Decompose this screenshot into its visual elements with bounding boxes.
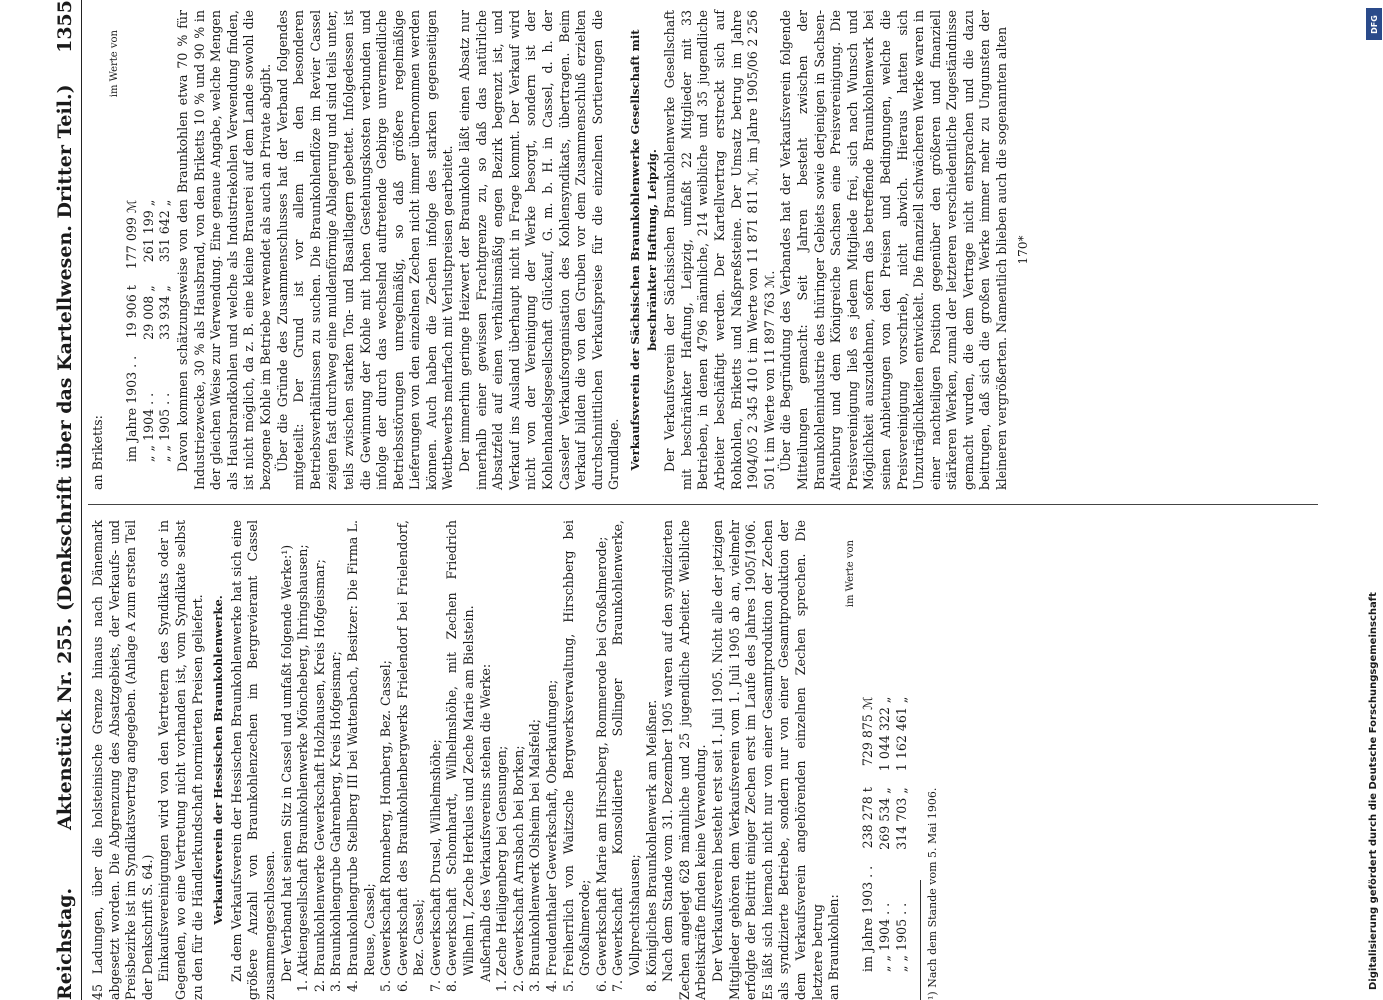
section-heading: Verkaufsverein der Hessischen Braunkohlenwerke. (211, 595, 226, 925)
paragraph: Der Verkaufsverein besteht erst seit 1. Juli 1905. Nicht alle der jetzigen Mitglieder gehören dem Verkaufsverein vom 1. Juli 1905 ab an, vielmehr erfolgte der Beitritt einiger Zechen erst im Laufe des Jahres 1905/1906. Es läßt sich hiernach nicht nur von einer Gesamtproduktion der Zechen als syndizierte Betriebe, sondern nur von einer Gesamtproduktion der dem Verkaufsverein angehörenden einzelnen Zechen sprechen. Die letztere betrug (709, 520, 825, 1000)
table-cell: 729 875 ℳ (860, 696, 876, 767)
table-cell: „ „ 1904 . . (140, 392, 156, 462)
paragraph: 45 Ladungen, über die holsteinische Grenze hinaus nach Dänemark abgesetzt worden. Die Abgrenzung des Absatzgebiets, der Verkaufs- und Preisbezirke ist im Syndikatsvertrag angegeben. (Anlage A zum ersten Teil der Denkschrift S. 64.) (90, 520, 155, 1000)
table-row (141, 192, 158, 470)
page-header (50, 0, 80, 1000)
briquette-production-table (124, 192, 174, 470)
outsider-list (494, 520, 660, 1000)
rotated-document-sheet (50, 0, 1350, 1000)
table-cell: im Jahre 1903 . . (860, 865, 876, 972)
footnote: ¹) Nach dem Stande vom 5. Mai 1906. (926, 787, 940, 1000)
list-item: 7. Gewerkschaft Drusel, Wilhelmshöhe; (428, 520, 445, 976)
paragraph: Über die Gründe des Zusammenschlusses hat der Verband folgendes mitgeteilt: Der Grund ist vor allem in den besonderen Betriebsverhältnissen zu suchen. Die Braunkohlenflöze im Revier Cassel zeigen fast durchweg eine muldenförmige Ablagerung und sind teils unter, teils zwischen starken Ton- und Basaltlagern gebettet. Infolgedessen ist die Gewinnung der Kohle mit hohen Gestehungskosten verbunden und infolge der durch das wechselnd auftretende Gebirge unvermeidliche Betriebsstörungen unregelmäßig, so daß größere regelmäßige Lieferungen von den einzelnen Zechen nicht immer übernommen werden können. Auch haben die Zechen infolge des starken gegenseitigen Wettbewerbs mehrfach mit Verlustpreisen gearbeitet. (274, 10, 456, 490)
paragraph: Der Verkaufsverein der Sächsischen Braunkohlenwerke Gesellschaft mit beschränkter Haftung, Leipzig, umfaßt 22 Mitglieder mit 33 Betrieben, in denen 4796 männliche, 214 weibliche und 35 jugendliche Arbeiter beschäftigt werden. Der Kartellvertrag erstreckt sich auf Rohkohlen, Briketts und Naßpreßsteine. Der Umsatz betrug im Jahre 1904/05 2 345 410 t im Werte von 11 871 811 ℳ, im Jahre 1905/06 2 256 501 t im Werte von 11 897 763 ℳ. (662, 10, 777, 490)
table-row (157, 192, 174, 470)
list-item: 8. Königliches Braunkohlenwerk am Meißner. (644, 520, 661, 976)
list-item: 4. Braunkohlengrube Stellberg III bei Wattenbach, Besitzer: Die Firma L. Reuse, Cassel; (345, 520, 378, 976)
header-left: Reichstag. (54, 887, 76, 1000)
table-cell: 33 934 „ (157, 285, 173, 340)
page-number: 1355 (54, 0, 76, 53)
section-heading: Verkaufsverein der Sächsischen Braunkohlenwerke Gesellschaft mit beschränkter Haftung, Leipzig. (628, 29, 659, 471)
list-item: 3. Braunkohlenwerk Olsheim bei Malsfeld; (527, 520, 544, 976)
list-item: 3. Braunkohlengrube Gahrenberg, Kreis Hofgeismar; (328, 520, 345, 976)
table-cell: 269 534 „ (876, 787, 892, 850)
header-rule (81, 0, 82, 1000)
table-cell: 351 642 „ (157, 199, 173, 263)
table-cell: 1 162 461 „ (893, 696, 909, 772)
dfg-logo: DFG (1366, 8, 1382, 40)
paragraph: Einkaufsvereinigungen wird von den Vertretern des Syndikats oder in Gegenden, wo eine Vertretung nicht vorhanden ist, vom Syndikate selbst zu den für die Händlerkundschaft normierten Preisen geliefert. (156, 520, 205, 1000)
header-title: Aktenstück Nr. 255. (Denkschrift über das Kartellwesen. Dritter Teil.) (54, 84, 76, 830)
table-cell: 314 703 „ (893, 787, 909, 850)
table-cell: „ „ 1905 . . (893, 902, 909, 972)
paragraph: Nach dem Stande vom 31. Dezember 1905 waren auf den syndizierten Zechen angelegt 628 männliche und 25 jugendliche Arbeiter. Weibliche Arbeitskräfte finden keine Verwendung. (660, 520, 709, 1000)
table-cell: „ „ 1905 . . (157, 392, 173, 462)
table-row (877, 689, 894, 980)
table-cell: 1 044 322 „ (876, 696, 892, 772)
footnote-rule (920, 880, 921, 1000)
table-cell: 261 199 „ (140, 199, 156, 263)
paragraph: Der immerhin geringe Heizwert der Braunkohle läßt einen Absatz nur innerhalb einer gewissen Frachtgrenze zu, so daß das natürliche Absatzfeld auf einen verhältnismäßig engen Bezirk begrenzt ist, und Verkauf ins Ausland überhaupt nicht in Frage kommt. Der Verkauf wird nicht von der Vereinigung der Werke besorgt, sondern ist der Kohlenhandelsgesellschaft Glückauf, G. m. b. H. in Cassel, d. h. der Casseler Verkaufsorganisation des Kohlensyndikats, übertragen. Beim Verkauf bilden die von den Gruben vor dem Zusammenschluß erzielten durchschnittlichen Verkaufspreise für die einzelnen Sortierungen die Grundlage. (457, 10, 622, 490)
paragraph: Davon kommen schätzungsweise von den Braunkohlen etwa 70 % für Industriezwecke, 30 % als Hausbrand, von den Briketts 10 % und 90 % in der gleichen Weise zur Verwendung. Eine genaue Angabe, welche Mengen als Hausbrandkohlen und welche als Industriekohlen Verwendung finden, ist nicht möglich, da z. B. eine kleine Brauerei auf dem Lande sowohl die bezogene Kohle im Betriebe verwendet als auch an Private abgibt. (174, 10, 273, 490)
list-item: 8. Gewerkschaft Schomhardt, Wilhelmshöhe, mit Zechen Friedrich Wilhelm I, Zeche Herkules und Zeche Marie am Bielstein. (444, 520, 477, 976)
list-item: 1. Aktiengesellschaft Braunkohlenwerke Möncheberg, Ihringshausen; (295, 520, 312, 976)
list-item: 1. Zeche Heiligenberg bei Gensungen; (494, 520, 511, 976)
table-row (860, 689, 877, 980)
paragraph: Der Verband hat seinen Sitz in Cassel und umfaßt folgende Werke:¹) (278, 544, 294, 982)
table-cell: 238 278 t (860, 787, 876, 849)
coal-production-table (860, 689, 910, 980)
list-item: 2. Gewerkschaft Arnsbach bei Borken; (511, 520, 528, 976)
list-item: 6. Gewerkschaft des Braunkohlenbergwerks Frielendorf bei Frielendorf, Bez. Cassel; (395, 520, 428, 976)
value-header: im Werte von (108, 30, 120, 98)
table-cell: „ „ 1904 . . (876, 902, 892, 972)
table-cell: 19 906 t (124, 285, 140, 339)
signature-mark: 170* (1015, 235, 1030, 265)
list-item: 2. Braunkohlenwerke Gewerkschaft Holzhausen, Kreis Hofgeismar; (312, 520, 329, 976)
list-item: 5. Freiherrlich von Waitzsche Bergwerksverwaltung, Hirschberg bei Großalmerode; (561, 520, 594, 976)
table-cell: 29 008 „ (140, 285, 156, 340)
left-column (90, 520, 942, 1000)
list-item: 4. Freudenthaler Gewerkschaft, Oberkaufungen; (544, 520, 561, 976)
list-item: 6. Gewerkschaft Marie am Hirschberg, Rommerode bei Großalmerode; (594, 520, 611, 976)
table-cell: im Jahre 1903 . . (124, 355, 140, 462)
digitization-note: Digitalisierung gefördert durch die Deutsche Forschungsgemeinschaft (1368, 592, 1379, 990)
paragraph: Außerhalb des Verkaufsvereins stehen die Werke: (477, 663, 493, 982)
column-divider (88, 504, 1318, 505)
paragraph: Über die Begründung des Verbandes hat der Verkaufsverein folgende Mitteilungen gemacht: Seit Jahren besteht zwischen der Braunkohlenindustrie des thüringer Gebiets sowie derjenigen in Sachsen-Altenburg und dem Königreiche Sachsen eine Preisvereinigung. Die Preisvereinigung ließ es jedem Mitgliede frei, sich nach Wunsch und Möglichkeit auszudehnen, sofern das betreffende Braunkohlenwerk bei seinen Anbietungen von den Preisen und Bedingungen, welche die Preisvereinigung vorschrieb, nicht abwich. Hieraus hatten sich Unzuträglichkeiten entwickelt. Die finanziell schwächeren Werke waren in einer nachteiligen Position gegenüber den größeren und finanziell stärkeren Werken, zumal der letzteren verschiedentliche Zugeständnisse gemacht wurden, die dem Vertrage nicht entsprachen und die dazu beitrugen, daß sich die großen Werke immer mehr zu Ungunsten der kleineren vergrößerten. Namentlich blieben auch die sogenannten alten (778, 10, 1010, 490)
paragraph: an Briketts: (90, 415, 105, 490)
member-list (295, 520, 478, 1000)
value-header: im Werte von (844, 540, 856, 608)
paragraph: an Braunkohlen: (826, 894, 842, 1000)
list-item: 7. Gewerkschaft Konsolidierte Sollinger Braunkohlenwerke, Vollprechtshausen; (610, 520, 643, 976)
paragraph: Zu dem Verkaufsverein der Hessischen Braunkohlenwerke hat sich eine größere Anzahl von Braunkohlenzechen im Bergrevieramt Cassel zusammengeschlossen. (228, 520, 277, 1000)
table-row (894, 689, 911, 980)
list-item: 5. Gewerkschaft Ronneberg, Homberg, Bez. Cassel; (378, 520, 395, 976)
table-row (124, 192, 141, 470)
right-column (90, 10, 1031, 490)
table-cell: 177 099 ℳ (124, 199, 140, 270)
